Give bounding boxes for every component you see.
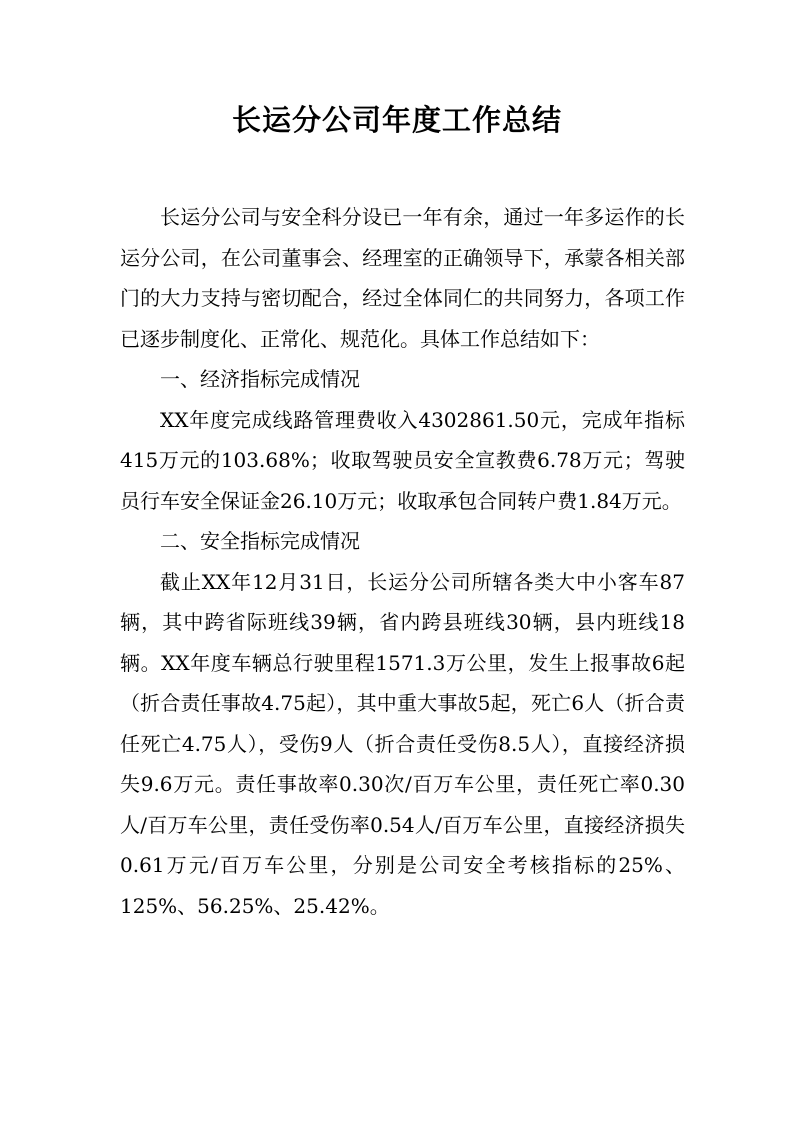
document-body	[120, 197, 685, 926]
section-heading-safety: 二、安全指标完成情况	[160, 529, 360, 553]
document-title: 长运分公司年度工作总结	[231, 103, 562, 137]
safety-paragraph: 截止XX年12月31日，长运分公司所辖各类大中小客车87辆，其中跨省际班线39辆，省内跨县班线30辆，县内班线18辆。XX年度车辆总行驶里程1571.3万公里，发生上报事故6起（折合责任事故4.75起），其中重大事故5起，死亡6人（折合责任死亡4.75人），受伤9人（折合责任受伤8.5人），直接经济损失9.6万元。责任事故率0.30次/百万车公里，责任死亡率0.30人/百万车公里，责任受伤率0.54人/百万车公里，直接经济损失0.61万元/百万车公里，分别是公司安全考核指标的25%、125%、56.25%、25.42%。	[120, 569, 685, 918]
economic-paragraph: XX年度完成线路管理费收入4302861.50元，完成年指标415万元的103.68%；收取驾驶员安全宣教费6.78万元；驾驶员行车安全保证金26.10万元；收取承包合同转户费1.84万元。	[120, 407, 685, 513]
section-heading-economic: 一、经济指标完成情况	[160, 367, 360, 391]
intro-paragraph: 长运分公司与安全科分设已一年有余，通过一年多运作的长运分公司，在公司董事会、经理室的正确领导下，承蒙各相关部门的大力支持与密切配合，经过全体同仁的共同努力，各项工作已逐步制度化、正常化、规范化。具体工作总结如下：	[120, 205, 685, 351]
